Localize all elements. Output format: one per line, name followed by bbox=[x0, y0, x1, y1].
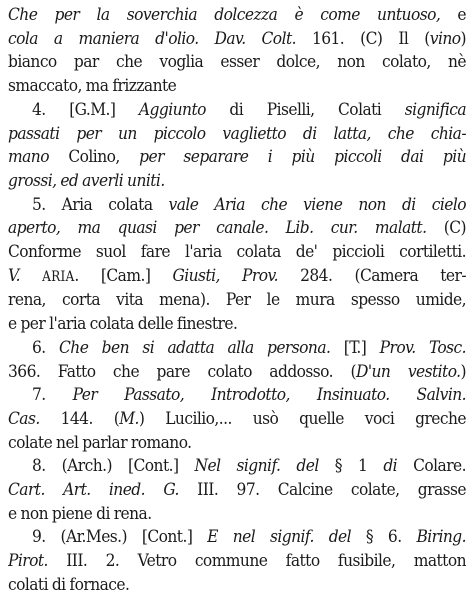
text-line bbox=[8, 4, 466, 28]
text-run: [T.] bbox=[330, 337, 380, 358]
text-run: M. bbox=[119, 408, 139, 429]
text-run: grossi, ed averli uniti. bbox=[8, 170, 165, 191]
text-run: aperto, ma quasi per canale. Lib. cur. malatt. bbox=[8, 218, 427, 239]
text-run: 6. bbox=[32, 337, 60, 358]
text-run: V. bbox=[8, 265, 43, 286]
text-line bbox=[8, 170, 466, 194]
text-run: 161. (C) Il ( bbox=[295, 28, 430, 49]
text-run: Per Passato, Introdotto, Insinuato. Salvin. bbox=[72, 385, 466, 406]
text-run: vale Aria che viene non di cielo bbox=[168, 194, 466, 215]
text-line bbox=[8, 194, 466, 218]
text-run: Conforme suol fare l'aria colata de' piccioli cortilett bbox=[8, 242, 458, 263]
text-run: D'un vestito. bbox=[355, 361, 461, 382]
text-run: significa bbox=[404, 99, 466, 120]
text-run: di Piselli, Colati bbox=[205, 99, 405, 120]
text-line bbox=[8, 574, 466, 598]
text-run: III. 2. Vetro commune fatto fusibile, matton bbox=[47, 551, 466, 572]
text-run: 366. Fatto che pare colato addosso. ( bbox=[8, 361, 356, 382]
text-run: Cart. Art. ined. G. bbox=[8, 480, 179, 501]
text-line bbox=[8, 361, 466, 385]
text-run: e bbox=[440, 5, 466, 25]
text-run: e non piene di rena. bbox=[8, 503, 152, 524]
text-run: E nel signif. del bbox=[207, 527, 352, 548]
text-line bbox=[8, 408, 466, 432]
text-run: ARIA bbox=[42, 268, 75, 285]
text-line bbox=[8, 289, 466, 313]
text-run: (C) bbox=[426, 218, 466, 239]
text-run: ) bbox=[460, 361, 466, 382]
text-line bbox=[8, 146, 466, 170]
text-line bbox=[8, 313, 466, 337]
text-run: Aggiunto bbox=[138, 99, 206, 120]
text-line bbox=[8, 241, 466, 265]
text-run: Colare. bbox=[397, 456, 466, 477]
text-run: § 6. bbox=[351, 527, 417, 548]
text-run: 8. (Arch.) [Cont.] bbox=[32, 456, 195, 477]
text-run: mano bbox=[8, 147, 49, 168]
text-run: ) bbox=[460, 28, 466, 49]
text-run: di bbox=[383, 456, 398, 477]
text-run: Giusti, Prov. bbox=[172, 265, 278, 286]
text-run: rena, corta vita mena). Per le mura spesso umide, bbox=[8, 290, 466, 311]
text-line bbox=[8, 75, 466, 99]
text-line bbox=[8, 337, 466, 361]
text-run: . [Cam.] bbox=[74, 265, 173, 286]
text-run: 144. ( bbox=[39, 408, 120, 429]
text-run: 7. bbox=[32, 385, 73, 406]
dictionary-page-text bbox=[8, 4, 466, 595]
text-run: passati per un piccolo vaglietto di latta, che chia- bbox=[8, 123, 466, 144]
text-run: i. bbox=[457, 242, 466, 263]
text-line bbox=[8, 28, 466, 52]
text-run: Prov. Tosc. bbox=[379, 337, 466, 358]
text-run: Biring. bbox=[416, 527, 466, 548]
text-line bbox=[8, 526, 466, 550]
text-run: 284. (Camera ter- bbox=[277, 265, 466, 286]
text-run: Cas. bbox=[8, 408, 40, 429]
text-line bbox=[8, 265, 466, 290]
text-run: per separare i più piccoli dai più bbox=[139, 147, 466, 168]
text-run: Che ben si adatta alla persona. bbox=[59, 337, 331, 358]
text-line bbox=[8, 99, 466, 123]
text-line bbox=[8, 123, 466, 147]
text-line bbox=[8, 550, 466, 574]
text-run: III. 97. Calcine colate, grasse bbox=[178, 480, 466, 501]
text-run: e per l'aria colata delle finestre. bbox=[8, 314, 238, 335]
text-run: bianco par che voglia esser dolce, non colato, nè bbox=[8, 52, 466, 73]
text-line bbox=[8, 217, 466, 241]
text-run: cola a maniera d'olio. Dav. Colt. bbox=[8, 28, 296, 49]
text-run: 5. Aria colata bbox=[32, 194, 169, 215]
text-line bbox=[8, 51, 466, 75]
text-run: colate nel parlar romano. bbox=[8, 432, 192, 453]
text-run: Pirot. bbox=[8, 551, 48, 572]
text-run: smaccato, ma frizzante bbox=[8, 76, 177, 97]
text-run: 4. [G.M.] bbox=[32, 99, 139, 120]
text-line bbox=[8, 455, 466, 479]
text-run: colati di fornace. bbox=[8, 574, 130, 595]
text-run: ) Lucilio,... usò quelle voci greche bbox=[138, 408, 466, 429]
text-run: Nel signif. del bbox=[194, 456, 319, 477]
text-line bbox=[8, 503, 466, 527]
text-line bbox=[8, 432, 466, 456]
text-line bbox=[8, 384, 466, 408]
text-line bbox=[8, 479, 466, 503]
text-run: § 1 bbox=[318, 456, 384, 477]
text-run: 9. (Ar.Mes.) [Cont.] bbox=[32, 527, 208, 548]
text-run: Colino, bbox=[48, 147, 140, 168]
text-run: vino bbox=[429, 28, 461, 49]
text-run: Che per la soverchia dolcezza è come untuoso, bbox=[8, 5, 441, 25]
